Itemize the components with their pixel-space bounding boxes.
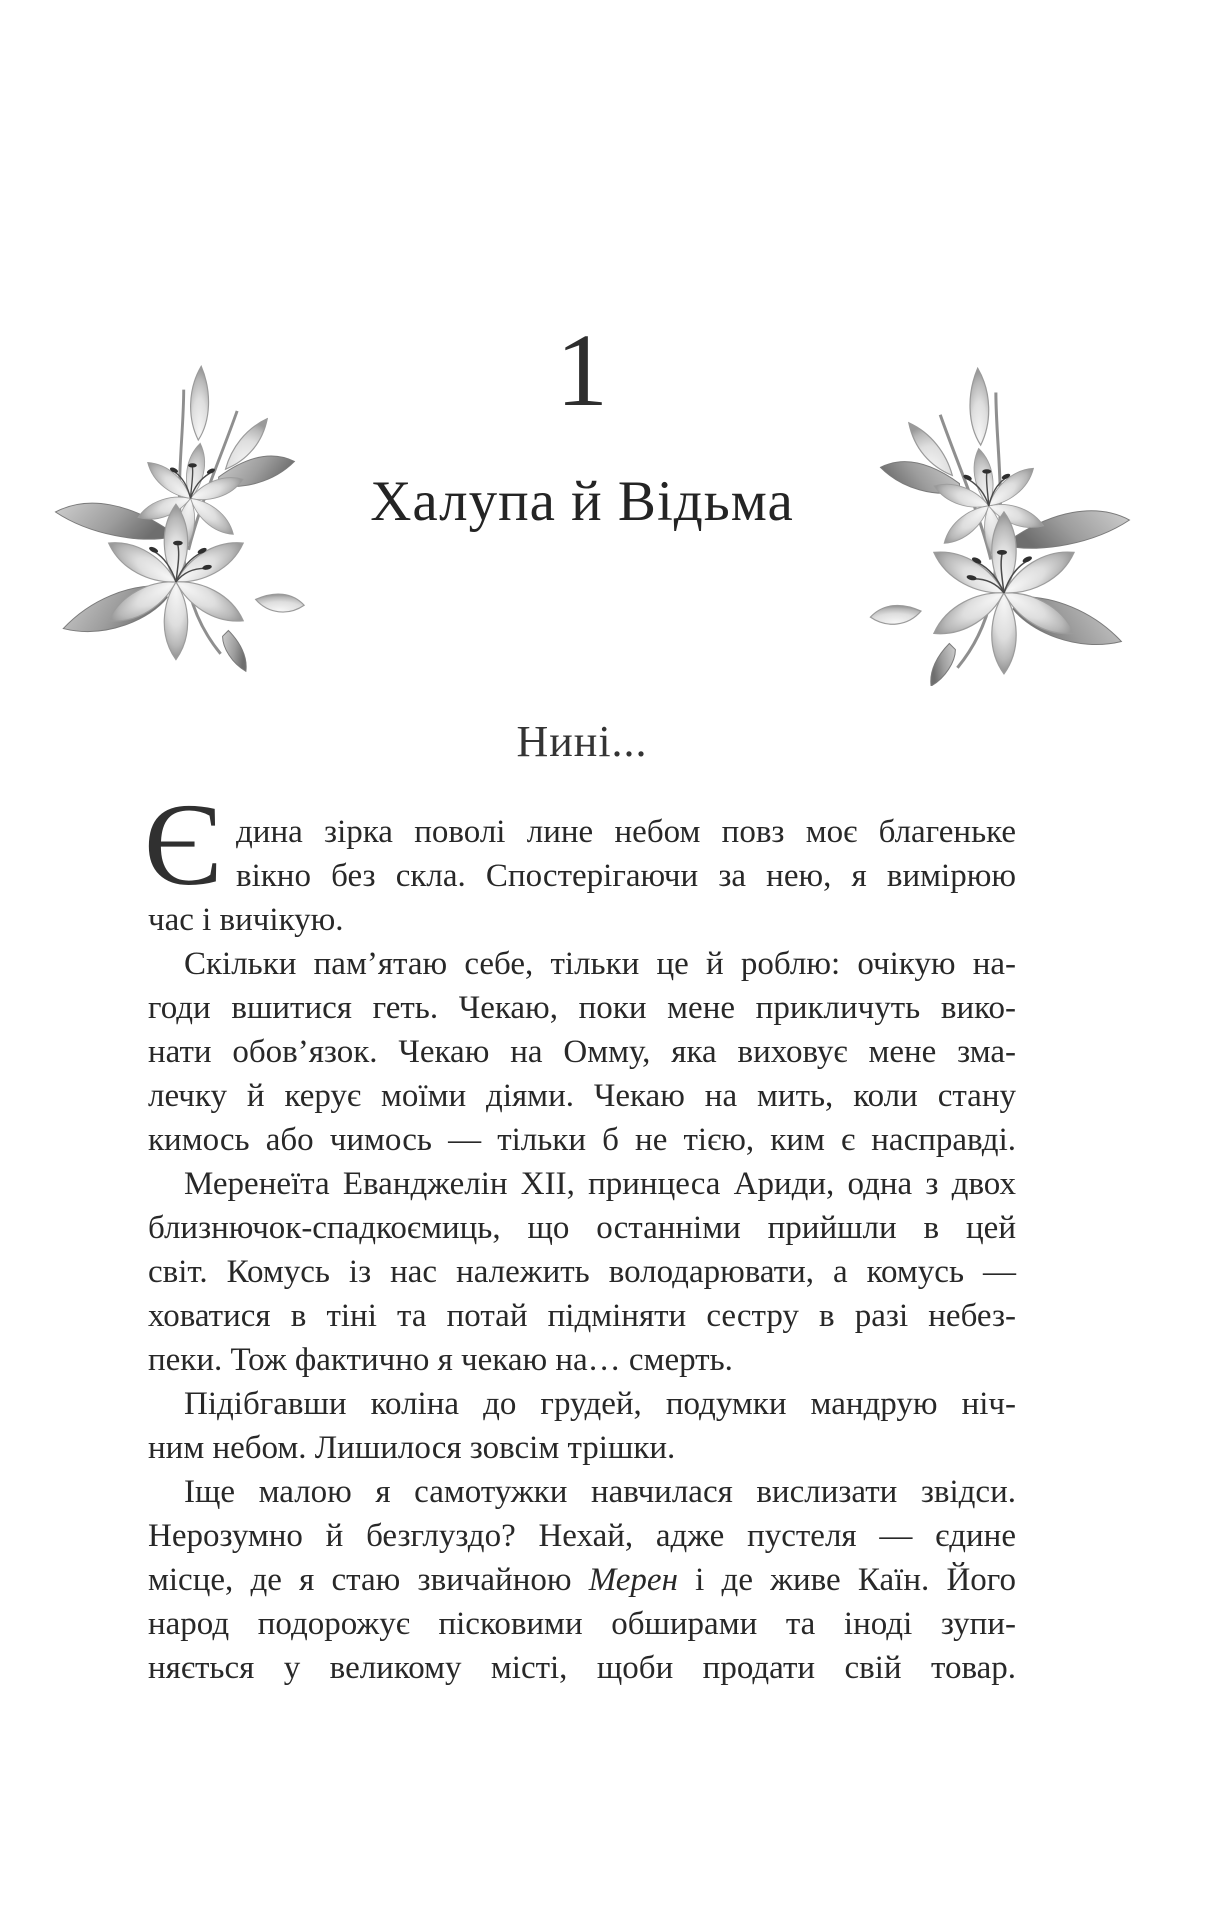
- drop-cap: Є: [144, 779, 222, 910]
- body-line: нати обов’язок. Чекаю на Омму, яка виховує мене зма-: [148, 1034, 1016, 1070]
- body-line: ховатися в тіні та потай підміняти сестру в разі небез-: [148, 1298, 1016, 1334]
- body-line: дина зірка поволі лине небом повз моє благеньке: [236, 814, 1016, 850]
- body-line-segment: місце, де я стаю звичайною: [148, 1562, 589, 1598]
- paragraph-4: [148, 1382, 1016, 1470]
- body-line-segment: і де живе Каїн. Його: [677, 1562, 1016, 1598]
- chapter-number: 1: [556, 313, 608, 428]
- body-line: кимось або чимось — тільки б не тією, ким є насправді.: [148, 1122, 1016, 1158]
- body-line: народ подорожує пісковими обширами та іноді зупи-: [148, 1606, 1016, 1642]
- body-line: Скільки пам’ятаю себе, тільки це й роблю: очікую на-: [184, 946, 1016, 982]
- page-content: [144, 0, 1016, 1690]
- body-text: [144, 779, 1016, 1690]
- chapter-title: Халупа й Відьма: [370, 470, 794, 533]
- body-line: час і вичікую.: [148, 902, 344, 938]
- body-line: світ. Комусь із нас належить володарювати, а комусь —: [148, 1254, 1016, 1290]
- body-line: близнючок-спадкоємиць, що останніми прийшли в цей: [148, 1210, 1016, 1246]
- body-line: Нерозумно й безглуздо? Нехай, адже пустеля — єдине: [148, 1518, 1016, 1554]
- paragraph-3: [148, 1162, 1016, 1382]
- paragraph-5: [148, 1470, 1016, 1690]
- body-line-with-italic: [148, 1558, 1016, 1602]
- paragraph-1: [144, 779, 1016, 942]
- body-line-italic-word: Мерен: [588, 1562, 678, 1598]
- paragraph-2: [148, 942, 1016, 1162]
- body-line: ним небом. Лишилося зовсім трішки.: [148, 1430, 676, 1466]
- body-line: няється у великому місті, щоби продати свій товар.: [148, 1650, 1016, 1686]
- body-line: Меренеїта Еванджелін XII, принцеса Ариди, одна з двох: [184, 1166, 1016, 1202]
- body-line: Іще малою я самотужки навчилася вислизати звідси.: [184, 1474, 1016, 1510]
- body-line: пеки. Тож фактично я чекаю на… смерть.: [148, 1342, 733, 1378]
- body-line: вікно без скла. Спостерігаючи за нею, я вимірюю: [236, 858, 1016, 894]
- section-heading: Нині...: [516, 717, 648, 766]
- body-line: лечку й керує моїми діями. Чекаю на мить, коли стану: [148, 1078, 1016, 1114]
- body-line: годи вшитися геть. Чекаю, поки мене прикличуть вико-: [148, 990, 1016, 1026]
- body-line: Підібгавши коліна до грудей, подумки мандрую ніч-: [184, 1386, 1016, 1422]
